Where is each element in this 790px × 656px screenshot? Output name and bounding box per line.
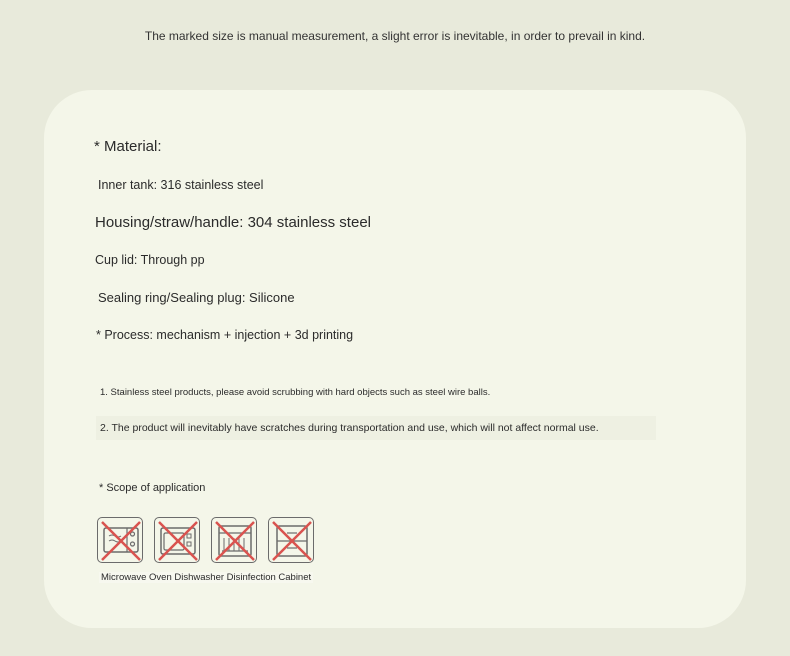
care-note-2: 2. The product will inevitably have scratches during transportation and use, which will not affect normal use.: [100, 422, 599, 434]
housing-text: Housing/straw/handle: 304 stainless steel: [95, 214, 371, 231]
care-note-1: 1. Stainless steel products, please avoid scrubbing with hard objects such as steel wire balls.: [100, 387, 491, 398]
scope-heading: * Scope of application: [99, 482, 206, 494]
sealing-text: Sealing ring/Sealing plug: Silicone: [98, 290, 295, 305]
disinfection-cabinet-icon: [268, 517, 314, 563]
dishwasher-icon: [211, 517, 257, 563]
product-info-card: [44, 90, 746, 628]
microwave-icon: [97, 517, 143, 563]
process-text: * Process: mechanism + injection + 3d printing: [96, 328, 354, 342]
oven-icon: [154, 517, 200, 563]
material-heading: * Material:: [94, 138, 162, 155]
inner-tank-text: Inner tank: 316 stainless steel: [98, 178, 264, 192]
cup-lid-text: Cup lid: Through pp: [95, 253, 205, 267]
size-notice: The marked size is manual measurement, a slight error is inevitable, in order to prevail in kind.: [144, 29, 646, 43]
scope-icon-labels: Microwave Oven Dishwasher Disinfection Cabinet: [101, 572, 312, 583]
